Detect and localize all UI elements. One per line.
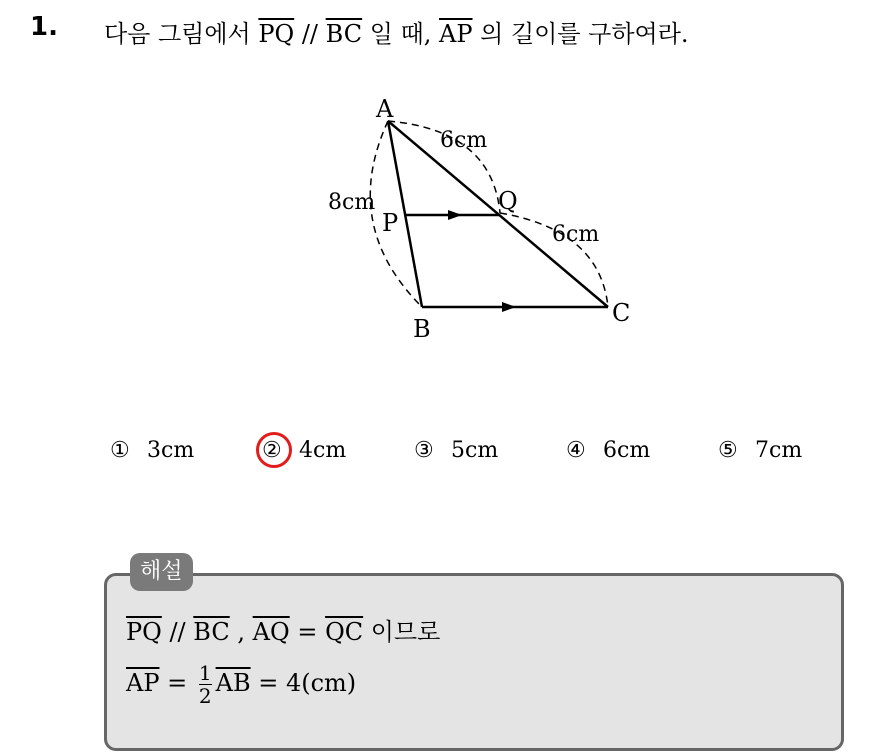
choice-3-number: ③ [414,438,434,463]
choice-5-text: 7cm [755,438,803,463]
question-prefix: 다음 그림에서 [104,20,251,48]
sol-comma: , [237,618,246,646]
choice-5-number: ⑤ [718,438,738,463]
solution-line-2 [126,662,356,722]
choice-2-number [262,438,292,463]
length-aq: 6cm [440,128,488,153]
segment-bc: $\overline{BC}$ [325,20,363,48]
selected-circle-mark [256,432,292,468]
question-suffix: 의 길이를 구하여라. [480,20,689,48]
sol-segment-qc: $\overline{QC}$ [325,618,364,646]
choice-5[interactable] [718,438,802,463]
choice-1-number: ① [110,438,130,463]
sol-tail: 이므로 [370,618,441,646]
arrow-bc [502,302,516,312]
sol-segment-pq: $\overline{PQ}$ [126,618,162,646]
sol-segment-ab: $\overline{AB}$ [215,669,251,697]
choice-4-text: 6cm [603,438,651,463]
label-c: C [612,299,631,327]
answer-choices [0,438,884,472]
choice-1-text: 3cm [147,438,195,463]
choice-3[interactable] [414,438,498,463]
choice-2-text: 4cm [299,438,347,463]
sol-segment-ap: $\overline{AP}$ [126,669,160,697]
solution-tag: 해설 [130,553,193,591]
choice-1[interactable] [110,438,194,463]
solution-line-1 [126,612,440,647]
fraction-numerator: 1 [198,661,212,685]
sol-segment-aq: $\overline{AQ}$ [252,618,290,646]
sol-result: 4(cm) [285,669,357,697]
fraction-one-half [199,662,212,707]
question-mid: 일 때, [369,20,432,48]
sol-equals-1: = [297,618,318,646]
triangle-figure [300,85,660,355]
choice-4[interactable] [566,438,650,463]
choice-4-number: ④ [566,438,586,463]
parallel-symbol: // [301,20,319,48]
segment-ap: $\overline{AP}$ [439,20,473,48]
length-qc: 6cm [552,222,600,247]
question-number: 1. [30,12,58,42]
label-a: A [376,95,394,123]
segment-pq: $\overline{PQ}$ [258,20,295,48]
sol-segment-bc: $\overline{BC}$ [193,618,230,646]
sol-equals-2: = [167,669,188,697]
label-b: B [413,315,431,343]
question-text [104,14,689,49]
label-q: Q [498,187,518,215]
arrow-pq [448,210,462,220]
label-p: P [382,209,399,237]
sol-equals-3: = [258,669,279,697]
fraction-denominator: 2 [198,684,212,708]
length-ab: 8cm [328,190,376,215]
choice-2[interactable] [262,438,346,463]
choice-3-text: 5cm [451,438,499,463]
sol-parallel: // [169,618,186,646]
choice-2-number-glyph: ② [262,438,282,463]
